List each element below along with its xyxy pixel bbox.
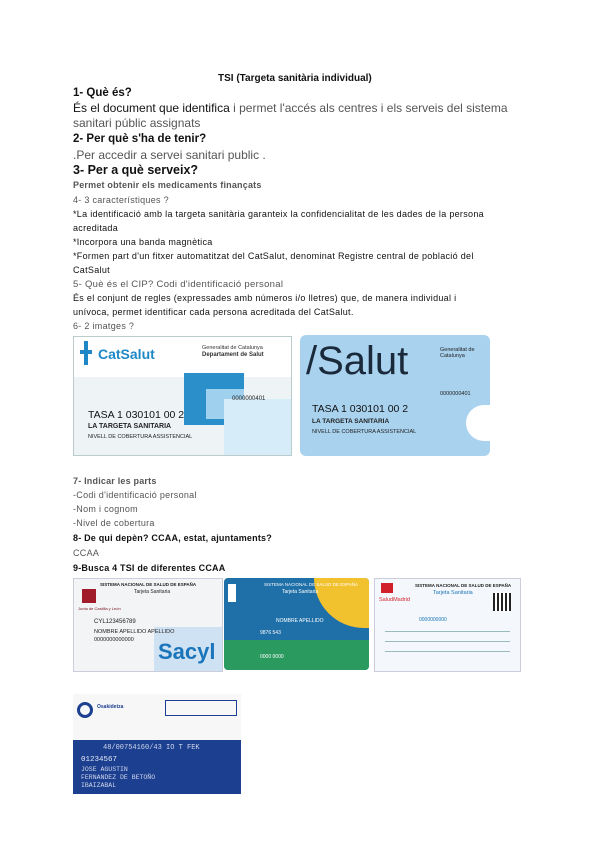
osakidetza-name2: FERNANDEZ DE BETOÑO [81,774,156,781]
clm-header: SISTEMA NACIONAL DE SALUD DE ESPAÑA [264,582,359,587]
sacyl-brand: Sacyl [158,639,216,664]
qr-code-icon [493,593,511,611]
q2-answer: .Per accedir a servei sanitari public . [73,148,266,162]
q4-line-5: CatSalut [73,265,110,275]
q3-answer: Permet obtenir els medicaments finançats [73,180,262,190]
salut-card-image [300,335,490,456]
q7-line-1: -Codi d'identificació personal [73,490,197,500]
clm-num1: 9876 543 [260,630,281,636]
q9-heading: 9-Busca 4 TSI de diferentes CCAA [73,563,226,573]
catsalut-brand: CatSalut [98,346,155,362]
osakidetza-code: 48/00754160/43 IO T FEK [103,744,200,752]
sacyl-card-image [73,578,223,672]
castilla-leon-shield-icon [82,589,96,603]
sacyl-num: 0000000000000 [94,637,134,643]
osakidetza-logo-icon [77,702,93,718]
q5-heading: 5- Què és el CIP? Codi d'identificació personal [73,279,284,290]
q2-heading: 2- Per què s'ha de tenir? [73,133,207,145]
salut-brand: /Salut [306,339,409,383]
q6-heading: 6- 2 imatges ? [73,321,135,331]
q5-line-2: unívoca, permet identificar cada persona acreditada del CatSalut. [73,307,354,317]
sacyl-sub: Tarjeta Sanitaria [134,589,171,595]
q1-answer-bold: És el document que identifica [73,101,230,115]
sacyl-header: SISTEMA NACIONAL DE SALUD DE ESPAÑA [100,582,197,587]
q1-answer [73,101,508,115]
osakidetza-name3: IBAIZABAL [81,782,117,789]
q4-line-3: *Incorpora una banda magnètica [73,237,213,247]
q7-line-2: -Nom i cognom [73,504,138,514]
catsalut-dept: Departament de Salut [202,352,264,358]
catsalut-gov: Generalitat de Catalunya [202,345,263,351]
osakidetza-name1: JOSE AGUSTIN [81,766,128,773]
basque-gov-logo-icon [165,700,237,716]
q4-heading: 4- 3 característiques ? [73,195,169,205]
saludmadrid-header: SISTEMA NACIONAL DE SALUD DE ESPAÑA [415,583,512,588]
q4-line-2: acreditada [73,223,119,233]
saludmadrid-brand: SaludMadrid [379,597,410,603]
catsalut-nivel: NIVELL DE COBERTURA ASSISTENCIAL [88,434,193,440]
q3-heading: 3- Per a què serveix? [73,163,199,177]
osakidetza-card-image [73,694,241,794]
salut-label: LA TARGETA SANITARIA [312,418,390,425]
sacyl-name: NOMBRE APELLIDO APELLIDO [94,629,175,635]
saludmadrid-sub: Tarjeta Sanitaria [433,590,473,596]
catsalut-tasa: TASA 1 030101 00 2 [88,409,185,421]
q1-heading: 1- Què és? [73,87,132,99]
clm-sub: Tarjeta Sanitaria [282,589,319,595]
q8-heading: 8- De qui depèn? CCAA, estat, ajuntaments? [73,533,272,543]
q1-answer-line2: sanitari públic assignats [73,116,201,130]
osakidetza-brand: Osakidetza [97,704,124,710]
salut-tasa: TASA 1 030101 00 2 [312,403,409,415]
salut-nivel: NIVELL DE COBERTURA ASSISTENCIAL [312,429,417,435]
q7-line-3: -Nivel de cobertura [73,518,155,528]
salut-code: 0000000401 [440,391,471,397]
madrid-flag-icon [381,583,393,593]
q5-line-1: És el conjunt de regles (expressades amb números i/o lletres) que, de manera individual i [73,293,457,303]
q1-answer-rest: i permet l'accés als centres i els serveis del sistema [229,101,508,115]
q7-heading: 7- Indicar les parts [73,476,157,486]
clm-name: NOMBRE APELLIDO [276,618,324,624]
catsalut-logo-icon [80,341,92,365]
saludmadrid-num: 0000000000 [419,617,447,623]
clm-card-image [224,578,369,670]
catsalut-card-image [73,336,292,456]
salut-gov: Generalitat de Catalunya [440,347,475,359]
q4-line-4: *Formen part d'un fitxer automatitzat del CatSalut, denominat Registre central de població del [73,251,474,261]
q8-answer: CCAA [73,548,100,558]
clm-num2: 0000 0000 [260,654,284,660]
saludmadrid-card-image [374,578,521,672]
clm-logo-icon [228,584,236,602]
catsalut-code: 0000000401 [232,396,266,402]
q4-line-1: *La identificació amb la targeta sanitària garanteix la confidencialitat de les dades de la persona [73,209,484,219]
osakidetza-num: 01234567 [81,756,118,764]
sacyl-code: CYL123456789 [94,619,136,625]
sacyl-region: Junta de Castilla y León [78,606,121,611]
page-title: TSI (Targeta sanitària individual) [218,73,372,84]
catsalut-label: LA TARGETA SANITARIA [88,423,172,430]
